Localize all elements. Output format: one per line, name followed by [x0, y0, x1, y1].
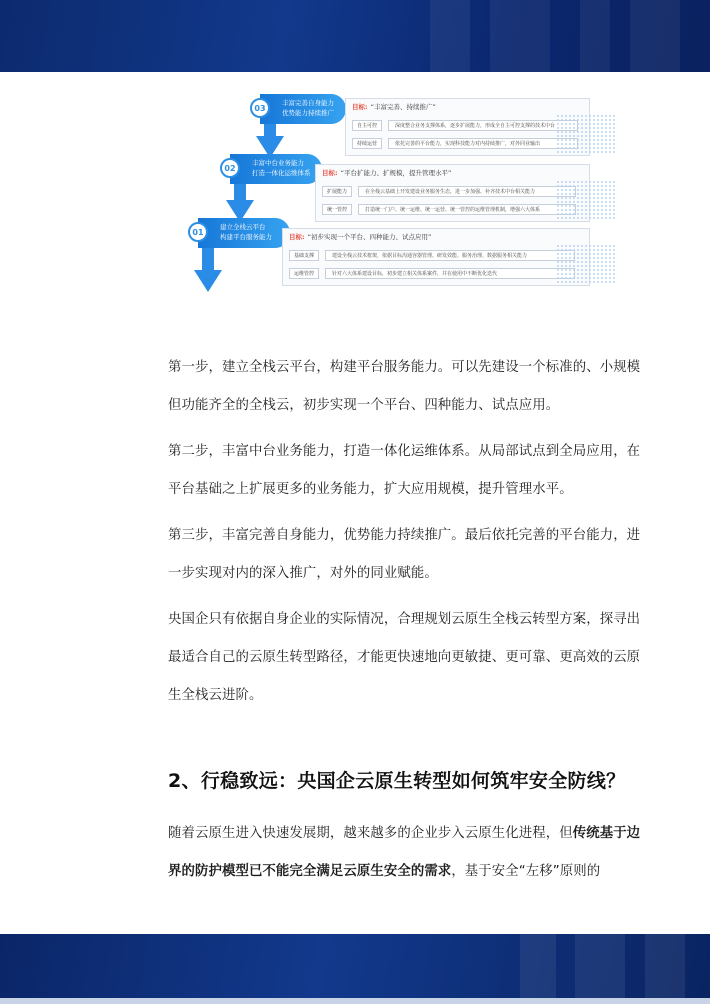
goal-row-tag: 自主可控 [352, 120, 382, 131]
step-02-line1: 丰富中台业务能力 [252, 159, 304, 168]
bold-text-run: 传统基于边 [572, 826, 641, 841]
goal-02-text: “平台扩能力、扩规模，提升管理水平” [340, 169, 452, 177]
goal-row-tag: 持续运营 [352, 138, 382, 149]
paragraph-step-1 [168, 349, 641, 425]
text-line: 最适合自己的云原生转型路径，才能更快速地向更敏捷、更可靠、更高效的云原 [168, 650, 641, 665]
step-01-line2: 构建平台服务能力 [220, 233, 272, 241]
dot-pattern [556, 180, 616, 220]
text-line: 平台基础之上扩展更多的业务能力，扩大应用规模，提升管理水平。 [168, 482, 573, 497]
goal-row-tag: 扩展能力 [322, 186, 352, 197]
dot-pattern [556, 114, 616, 154]
goal-row-desc: 深度整合业务支撑体系，逐步扩展能力，形成全自主可控支撑的技术中台 [388, 120, 578, 131]
step-02-number: 02 [220, 158, 240, 178]
text-line: 央国企只有依据自身企业的实际情况，合理规划云原生全栈云转型方案，探寻出 [168, 612, 641, 627]
text-line: 第一步，建立全栈云平台，构建平台服务能力。可以先建设一个标准的、小规模 [168, 360, 641, 375]
goal-01-mark: 目标: [289, 233, 305, 241]
text-line: 一步实现对内的深入推广，对外的同业赋能。 [168, 566, 438, 581]
goal-row-tag: 基础支撑 [289, 250, 319, 261]
text-line [168, 815, 641, 853]
text-line [168, 853, 608, 891]
bold-text-run: 界的防护模型已不能完全满足云原生安全的需求 [168, 864, 452, 879]
goal-row-desc: 建设全栈云技术框架，依据目标沟通容器管理、研发效能、服务治理、数据服务相关能力 [325, 250, 575, 261]
goal-01-row-1 [289, 249, 575, 261]
goal-01-text: “初步实现一个平台、四种能力、试点应用” [307, 233, 432, 241]
step-02-line2: 打造一体化运维体系 [252, 169, 311, 177]
dot-pattern [556, 244, 616, 284]
goal-03-row-2 [352, 137, 578, 149]
text-line: 第二步，丰富中台业务能力，打造一体化运维体系。从局部试点到全局应用，在 [168, 444, 641, 459]
roadmap-diagram [170, 88, 610, 288]
step-01-line1: 建立全栈云平台 [220, 223, 266, 232]
goal-01-row-2 [289, 267, 575, 279]
step-02-label [230, 154, 322, 184]
step-01-label [198, 218, 290, 248]
goal-02-row-2 [322, 203, 576, 215]
footer-banner [0, 934, 710, 1004]
paragraph-summary [168, 601, 641, 715]
section-heading: 2、行稳致远：央国企云原生转型如何筑牢安全防线？ [168, 770, 626, 792]
goal-box-01 [282, 228, 590, 286]
goal-03-mark: 目标: [352, 103, 368, 111]
goal-02-title [322, 168, 451, 177]
step-03-label [260, 94, 346, 124]
paragraph-step-2 [168, 433, 641, 509]
goal-row-tag: 统一管控 [322, 204, 352, 215]
text-run: ，基于安全“左移”原则的 [451, 864, 601, 879]
paragraph-security [168, 815, 641, 891]
goal-03-title [352, 102, 436, 111]
goal-row-desc: 依托完善的平台能力，实现科技能力对内持续推广，对外同业输出 [388, 138, 578, 149]
header-banner [0, 0, 710, 72]
paragraph-step-3 [168, 517, 641, 593]
goal-box-02 [315, 164, 590, 222]
goal-row-desc: 打造统一门户、统一运维、统一运营、统一管控的运维管理机制，增强六大体系 [358, 204, 576, 215]
goal-row-tag: 运维管控 [289, 268, 319, 279]
step-03-line2: 优势能力持续推广 [282, 109, 334, 117]
goal-02-mark: 目标: [322, 169, 338, 177]
goal-row-desc: 针对六大体系建设目标，初步建立相关体系案件，并在使用中不断优化迭代 [325, 268, 575, 279]
text-line: 但功能齐全的全栈云，初步实现一个平台、四种能力、试点应用。 [168, 398, 560, 413]
goal-03-row-1 [352, 119, 578, 131]
goal-row-desc: 在全栈云基础上开发建设业务服务生态，进一步加强、补齐技术中台相关能力 [358, 186, 576, 197]
goal-03-text: “丰富完善、持续推广” [370, 103, 436, 111]
goal-01-title [289, 232, 431, 241]
step-03-number: 03 [250, 98, 270, 118]
text-line: 生全栈云进阶。 [168, 688, 263, 703]
step-03-line1: 丰富完善自身能力 [282, 99, 334, 108]
goal-box-03 [345, 98, 590, 156]
text-line: 第三步，丰富完善自身能力，优势能力持续推广。最后依托完善的平台能力，进 [168, 528, 641, 543]
goal-02-row-1 [322, 185, 576, 197]
text-run: 随着云原生进入快速发展期，越来越多的企业步入云原生化进程，但 [168, 826, 573, 841]
step-01-number: 01 [188, 222, 208, 242]
